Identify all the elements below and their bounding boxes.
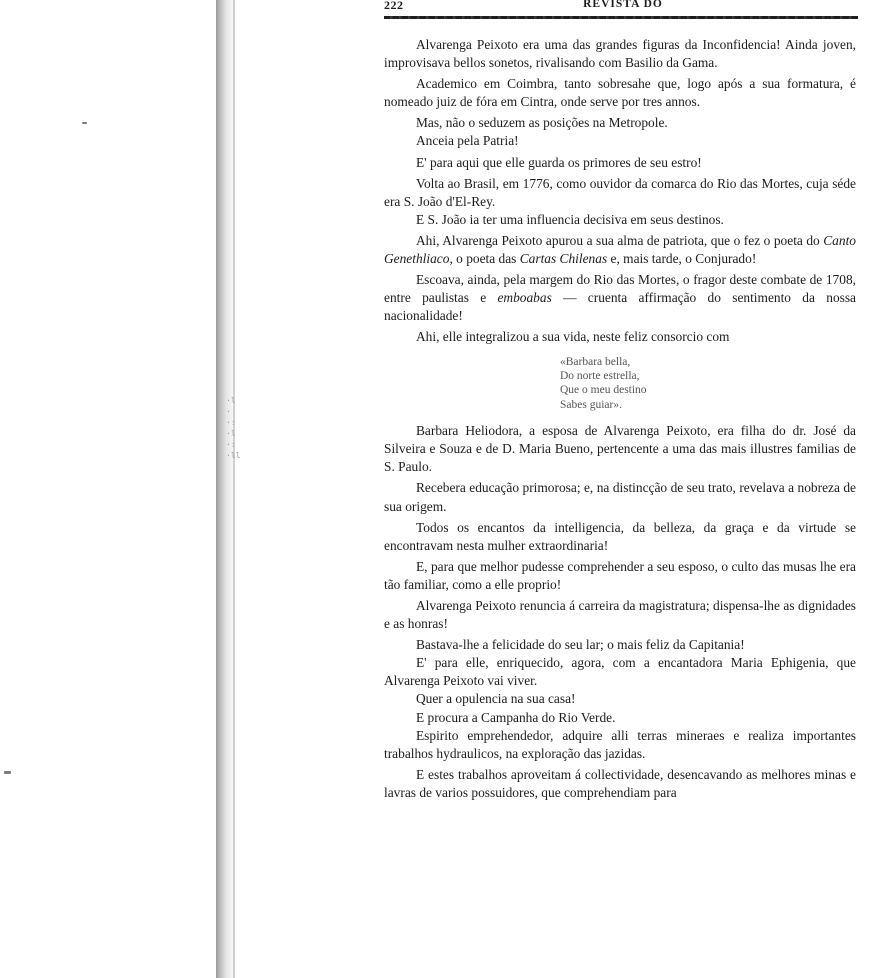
margin-mark: · bbox=[226, 407, 231, 416]
paragraph: E estes trabalhos aproveitam á collectividade, desencavando as melhores minas e lavras de varios possuidores, que comprehendiam para bbox=[384, 766, 856, 800]
poem-line: Que o meu destino bbox=[560, 384, 647, 397]
margin-mark: ·ll bbox=[226, 451, 241, 460]
poem-quote bbox=[560, 355, 856, 413]
paragraph: Alvarenga Peixoto era uma das grandes figuras da Inconfidencia! Ainda joven, improvisava bellos sonetos, rivalisando com Basilio da Gama. bbox=[384, 37, 856, 71]
book-binding-shadow bbox=[216, 0, 233, 978]
paragraph: E S. João ia ter uma influencia decisiva em seus destinos. bbox=[416, 211, 724, 227]
binding-edge bbox=[233, 0, 235, 978]
paragraph: Barbara Heliodora, a esposa de Alvarenga Peixoto, era filha do dr. José da Silveira e Souza e de D. Maria Bueno, pertencente a uma das mais illustres familias de S. Paulo. bbox=[384, 423, 856, 475]
paragraph-text: — cruenta affirmação do sentimento da nossa nacionalidade! bbox=[384, 290, 857, 324]
margin-speck bbox=[82, 122, 87, 124]
paragraph bbox=[384, 232, 856, 268]
paragraph: Academico em Coimbra, tanto sobresahe que, logo após a sua formatura, é nomeado juiz de fóra em Cintra, onde serve por tres annos. bbox=[384, 76, 856, 110]
margin-mark: ·: bbox=[226, 440, 236, 449]
paragraph bbox=[384, 271, 856, 325]
paragraph: E' para aqui que elle guarda os primores de seu estro! bbox=[416, 154, 702, 170]
paragraph: E, para que melhor pudesse comprehender a seu esposo, o culto das musas lhe era tão familiar, como a elle proprio! bbox=[384, 558, 856, 592]
page-number: 222 bbox=[384, 0, 404, 12]
running-header bbox=[358, 0, 858, 18]
paragraph: E procura a Campanha do Rio Verde. bbox=[416, 709, 616, 725]
margin-mark: ·l bbox=[226, 396, 236, 405]
work-title: Canto Genethliaco bbox=[384, 232, 856, 267]
poem-line: Sabes guiar». bbox=[560, 398, 622, 411]
poem-line: Do norte estrella, bbox=[560, 369, 640, 382]
paragraph-text: Ahi, Alvarenga Peixoto apurou a sua alma de patriota, que o fez o poeta do bbox=[416, 232, 824, 248]
paragraph: Espirito emprehendedor, adquire alli terras mineraes e realiza importantes trabalhos hydraulicos, na exploração das jazidas. bbox=[384, 727, 856, 761]
margin-mark: ·: bbox=[226, 418, 236, 427]
paragraph-text: e, mais tarde, o Conjurado! bbox=[607, 251, 757, 267]
binding-margin-marks bbox=[226, 395, 240, 461]
journal-name: REVISTA DO bbox=[583, 0, 663, 10]
paragraph: Mas, não o seduzem as posições na Metropole. bbox=[416, 115, 668, 131]
paragraph: Alvarenga Peixoto renuncia á carreira da magistratura; dispensa-lhe as dignidades e as honras! bbox=[384, 597, 856, 632]
journal-page bbox=[358, 0, 858, 978]
margin-speck bbox=[4, 771, 11, 774]
paragraph: Bastava-lhe a felicidade do seu lar; o mais feliz da Capitania! bbox=[416, 637, 745, 653]
paragraph: Anceia pela Patria! bbox=[416, 133, 519, 149]
italic-term: emboabas bbox=[497, 290, 552, 306]
paragraph-text: Escoava, ainda, pela margem do Rio das Mortes, o fragor deste combate de 1708, entre paulistas e bbox=[384, 272, 856, 306]
work-title: Cartas Chilenas bbox=[519, 251, 608, 267]
margin-mark: ·l bbox=[226, 429, 236, 438]
paragraph-text: , o poeta das bbox=[449, 251, 520, 267]
paragraph: Ahi, elle integralizou a sua vida, neste feliz consorcio com bbox=[416, 329, 730, 345]
article-body bbox=[384, 36, 856, 805]
paragraph: Todos os encantos da intelligencia, da belleza, da graça e da virtude se encontravam nesta mulher extraordinaria! bbox=[384, 519, 856, 553]
poem-line: «Barbara bella, bbox=[560, 355, 631, 368]
header-rule bbox=[384, 16, 858, 19]
paragraph: Quer a opulencia na sua casa! bbox=[416, 691, 576, 707]
paragraph: Recebera educação primorosa; e, na distincção de seu trato, revelava a nobreza de sua origem. bbox=[384, 480, 856, 514]
paragraph: E' para elle, enriquecido, agora, com a encantadora Maria Ephigenia, que Alvarenga Peixoto vai viver. bbox=[384, 655, 856, 689]
paragraph: Volta ao Brasil, em 1776, como ouvidor da comarca do Rio das Mortes, cuja séde era S. João d'El-Rey. bbox=[384, 175, 856, 209]
